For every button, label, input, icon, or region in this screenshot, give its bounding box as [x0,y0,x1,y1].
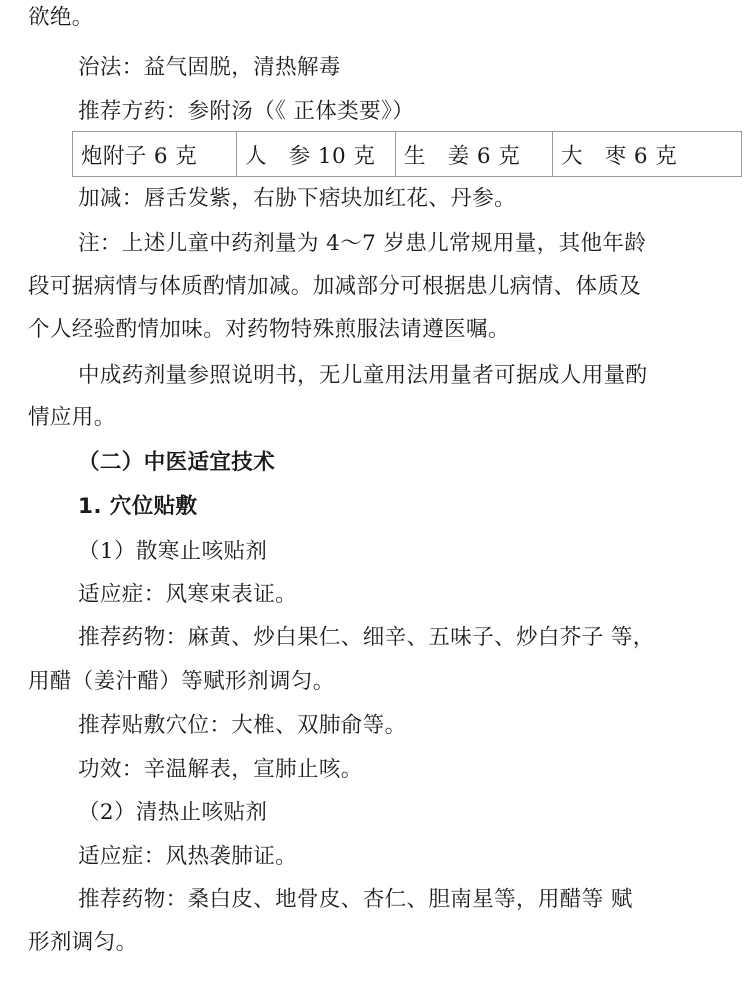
treatment-method: 治法：益气固脱，清热解毒 [78,55,341,80]
paragraph-line: 欲绝。 [28,5,94,30]
subsection-heading: 1. 穴位贴敷 [78,494,198,519]
table-cell: 大 枣 6 克 [553,132,742,177]
paragraph-line: 适应症：风热袭肺证。 [78,844,298,869]
paragraph-line: 中成药剂量参照说明书，无儿童用法用量者可据成人用量酌 [78,363,648,388]
paragraph-line: 段可据病情与体质酌情加减。加减部分可根据患儿病情、体质及 [28,274,642,299]
paragraph-line: 功效：辛温解表，宣肺止咳。 [78,757,363,782]
paragraph-line: 用醋（姜汁醋）等赋形剂调匀。 [28,669,335,694]
herb-dosage-table [72,131,742,177]
paragraph-line: 推荐贴敷穴位：大椎、双肺俞等。 [78,713,407,738]
item-heading: （1）散寒止咳贴剂 [78,539,268,564]
paragraph-line: 形剂调匀。 [28,930,138,955]
paragraph-line: 注：上述儿童中药剂量为 4～7 岁患儿常规用量，其他年龄 [78,231,647,256]
recommended-formula: 推荐方药：参附汤（《 正体类要》） [78,99,415,124]
item-heading: （2）清热止咳贴剂 [78,800,268,825]
paragraph-line: 推荐药物：麻黄、炒白果仁、细辛、五味子、炒白芥子 等， [78,625,655,650]
table-cell: 生 姜 6 克 [396,132,553,177]
table-cell: 炮附子 6 克 [73,132,237,177]
paragraph-line: 推荐药物：桑白皮、地骨皮、杏仁、胆南星等，用醋等 赋 [78,887,633,912]
modification-note: 加减：唇舌发紫，右胁下痞块加红花、丹参。 [78,186,517,211]
table-cell: 人 参 10 克 [237,132,396,177]
paragraph-line: 情应用。 [28,405,116,430]
section-heading: （二）中医适宜技术 [78,450,276,475]
paragraph-line: 适应症：风寒束表证。 [78,582,298,607]
table-row [73,132,742,177]
paragraph-line: 个人经验酌情加味。对药物特殊煎服法请遵医嘱。 [28,317,510,342]
